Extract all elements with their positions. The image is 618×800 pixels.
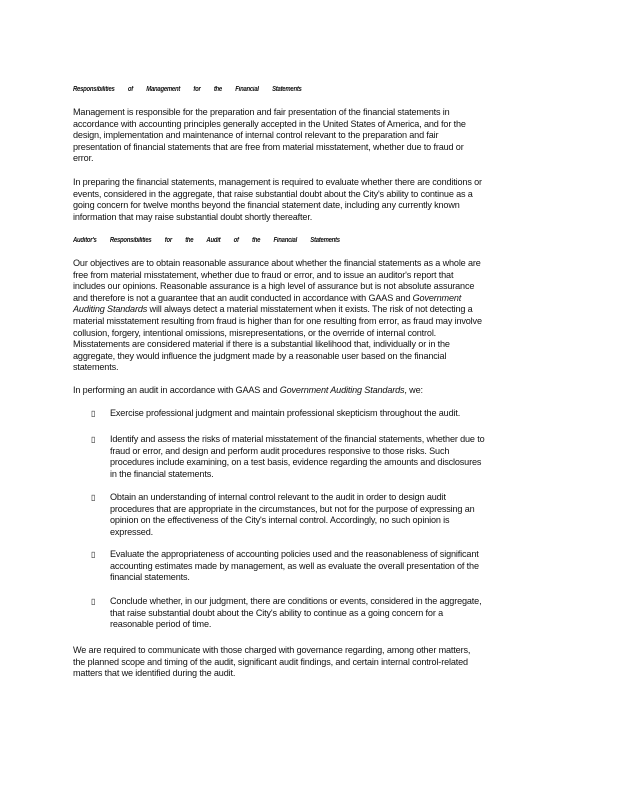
paragraph-auditor-2 (73, 385, 423, 397)
text-line: Evaluate the appropriateness of accounting policies used and the reasonableness of significant (110, 549, 479, 559)
text-segment: aggregate, they would influence the judgment made by a reasonable user based on the financial (73, 350, 447, 361)
text-segment: statements. (73, 362, 119, 373)
bullet-item (110, 549, 479, 584)
text-segment: Our objectives are to obtain reasonable assurance about whether the financial statements as a whole are (73, 258, 481, 268)
text-line: in the financial statements. (110, 468, 214, 479)
text-segment: will always detect a material misstatement when it exists. The risk of not detecting a (147, 304, 473, 315)
bullet-item (110, 408, 460, 420)
text-line (73, 385, 423, 397)
text-line: In preparing the financial statements, management is required to evaluate whether there are conditions or (73, 177, 482, 187)
text-line: information that may raise substantial doubt shortly thereafter. (73, 211, 313, 222)
text-line (73, 328, 482, 340)
text-line (73, 270, 482, 282)
text-line: Exercise professional judgment and maintain professional skepticism throughout the audit. (110, 408, 461, 418)
italic-title: Auditing Standards (73, 304, 148, 315)
heading-management-responsibilities: Responsibilities of Management for the Financial Statements (73, 86, 302, 93)
text-line: presentation of financial statements that are free from material misstatement, whether due to fraud or (73, 141, 464, 152)
text-segment: and therefore is not a guarantee that an audit conducted in accordance with GAAS and (73, 292, 413, 303)
italic-title: Government Auditing Standards (279, 385, 405, 395)
text-segment: , we: (404, 385, 423, 395)
text-line: events, considered in the aggregate, that raise substantial doubt about the City's ability to continue as a (73, 188, 473, 199)
bullet-item (110, 596, 481, 631)
paragraph-auditor-1 (73, 258, 482, 374)
text-line: going concern for twelve months beyond the financial statement date, including any currently known (73, 200, 460, 211)
text-line: financial statements. (110, 572, 190, 583)
text-segment: material misstatement resulting from fraud is higher than for one resulting from error, as fraud may involve (73, 315, 482, 326)
text-line: Management is responsible for the preparation and fair presentation of the financial statements in (73, 107, 450, 117)
text-line: design, implementation and maintenance of internal control relevant to the preparation and fair (73, 130, 439, 141)
text-line: error. (73, 153, 94, 164)
text-line (73, 258, 482, 270)
paragraph-management-1 (73, 107, 466, 165)
bullet-item (110, 434, 485, 480)
text-line: procedures include examining, on a test basis, evidence regarding the amounts and disclosures (110, 457, 482, 468)
text-line: accounting estimates made by management, as well as evaluate the overall presentation of the (110, 560, 479, 571)
bullet-icon: ▯ (91, 435, 96, 444)
text-line: accordance with accounting principles generally accepted in the United States of America, and for the (73, 118, 466, 129)
text-line: the planned scope and timing of the audit, significant audit findings, and certain internal control-related (73, 656, 468, 667)
italic-title: Government (412, 292, 462, 303)
text-line: reasonable period of time. (110, 619, 212, 630)
text-line: expressed. (110, 526, 153, 537)
text-segment: In performing an audit in accordance with GAAS and (73, 385, 280, 395)
text-line (73, 281, 482, 293)
text-line: matters that we identified during the audit. (73, 668, 236, 679)
text-line: Obtain an understanding of internal control relevant to the audit in order to design audit (110, 492, 446, 502)
heading-auditor-responsibilities: Auditor's Responsibilities for the Audit of the Financial Statements (73, 237, 340, 244)
text-line: Conclude whether, in our judgment, there are conditions or events, considered in the aggregate, (110, 596, 482, 606)
text-line: fraud or error, and design and perform audit procedures responsive to those risks. Such (110, 445, 450, 456)
text-line (73, 316, 482, 328)
bullet-icon: ▯ (91, 597, 96, 606)
text-line (73, 304, 482, 316)
text-segment: Misstatements are considered material if there is a substantial likelihood that, individually or in the (73, 339, 450, 350)
text-line (73, 351, 482, 363)
text-segment: collusion, forgery, intentional omissions, misrepresentations, or the override of internal control. (73, 327, 437, 338)
text-line (73, 293, 482, 305)
bullet-item (110, 492, 475, 538)
paragraph-closing (73, 645, 470, 680)
text-line: Identify and assess the risks of material misstatement of the financial statements, whether due to (110, 434, 485, 444)
text-line: that raise substantial doubt about the City's ability to continue as a going concern for a (110, 607, 443, 618)
bullet-icon: ▯ (91, 550, 96, 559)
text-line: opinion on the effectiveness of the City's internal control. Accordingly, no such opinion is (110, 515, 450, 526)
text-line (73, 362, 482, 374)
paragraph-management-2 (73, 177, 482, 223)
text-segment: includes our opinions. Reasonable assurance is a high level of assurance but is not absolute assurance (73, 281, 475, 292)
bullet-icon: ▯ (91, 409, 96, 418)
text-line: procedures that are appropriate in the circumstances, but not for the purpose of expressing an (110, 503, 475, 514)
text-line: We are required to communicate with those charged with governance regarding, among other matters, (73, 645, 471, 655)
bullet-icon: ▯ (91, 493, 96, 502)
text-line (73, 339, 482, 351)
text-segment: free from material misstatement, whether due to fraud or error, and to issue an auditor's report that (73, 269, 454, 280)
